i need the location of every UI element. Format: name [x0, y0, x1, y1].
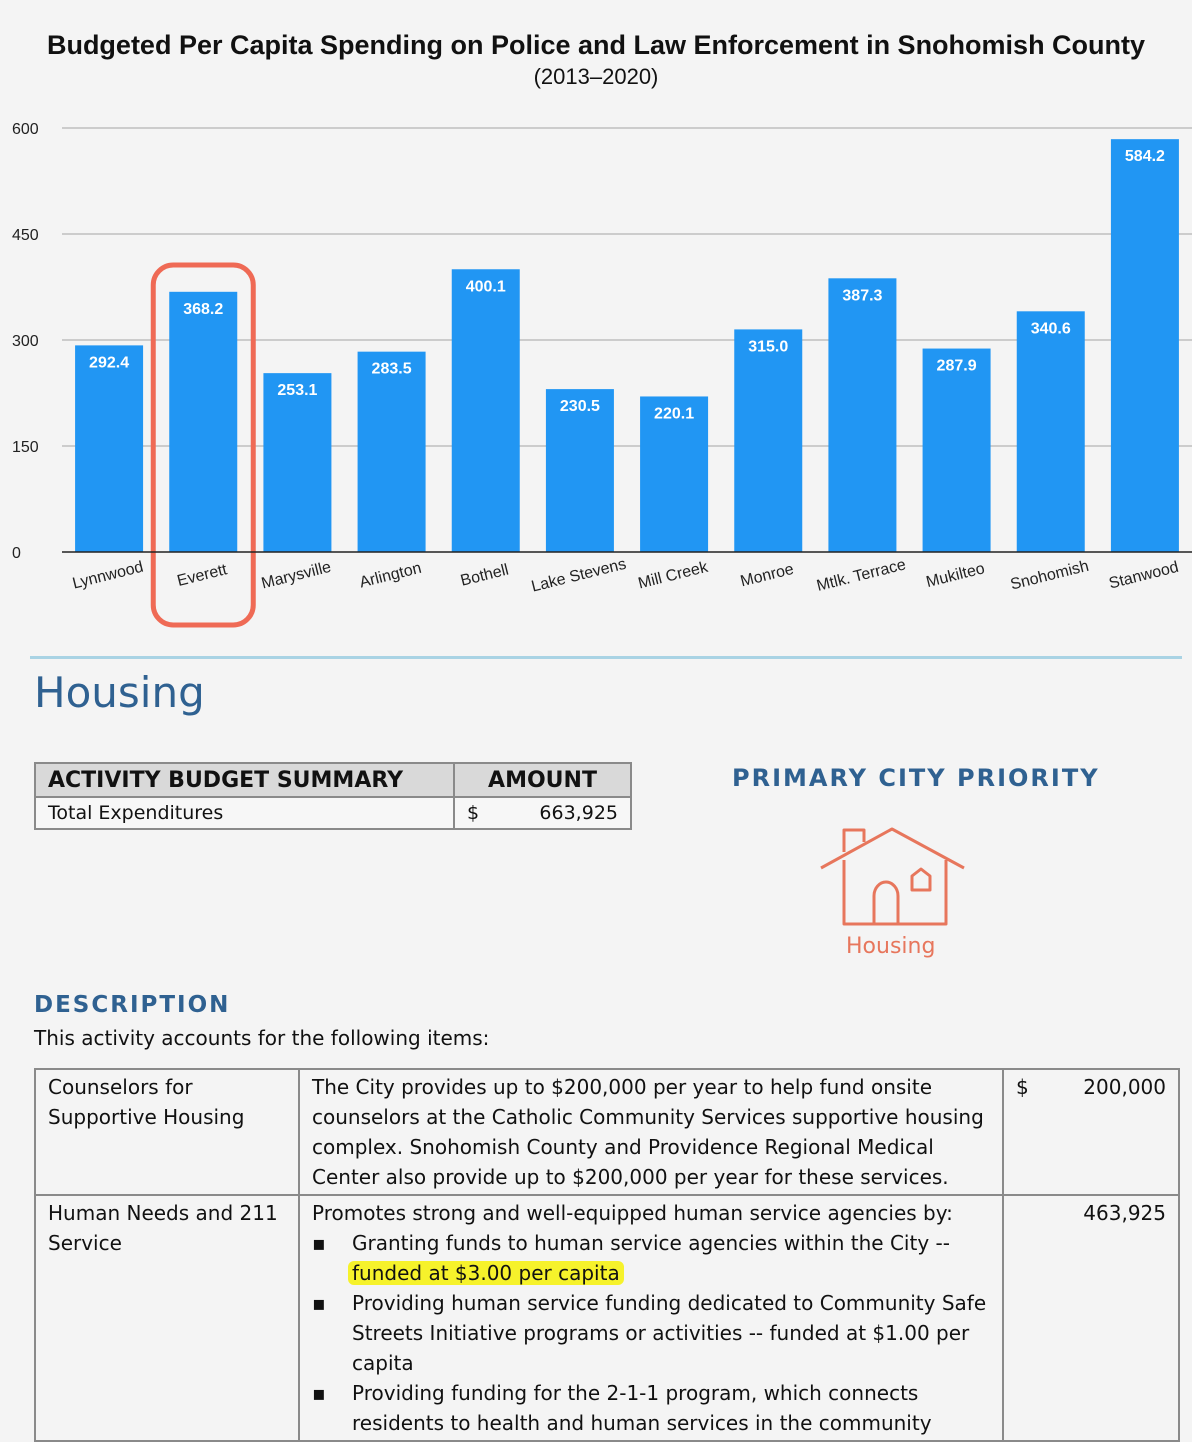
priority-heading: PRIMARY CITY PRIORITY — [732, 764, 1100, 792]
list-item — [312, 1228, 990, 1288]
bar-value-label: 287.9 — [936, 357, 977, 375]
item-amount — [1003, 1069, 1179, 1195]
section-title: Housing — [34, 668, 205, 717]
x-tick-label: Mukilteo — [924, 560, 987, 592]
bar-value-label: 253.1 — [277, 382, 318, 400]
item-name: Human Needs and 211 Service — [35, 1195, 299, 1441]
bar-value-label: 283.5 — [371, 360, 412, 378]
chart-subtitle: (2013–2020) — [533, 64, 659, 89]
bullet-text: Granting funds to human service agencies within the City -- — [352, 1231, 950, 1255]
bar-value-label: 368.2 — [183, 300, 224, 318]
bar — [828, 278, 896, 552]
x-tick-label: Bothell — [458, 561, 511, 590]
amount-value: 200,000 — [1083, 1075, 1166, 1099]
bar — [169, 292, 237, 552]
bar — [734, 329, 802, 552]
x-tick-label: Everett — [175, 561, 229, 591]
chart-title: Budgeted Per Capita Spending on Police and Law Enforcement in Snohomish County — [46, 30, 1146, 60]
x-tick-label: Lynnwood — [70, 558, 146, 593]
bar-value-label: 315.0 — [748, 338, 789, 356]
description-heading: DESCRIPTION — [34, 992, 231, 1018]
bar-chart — [0, 0, 1192, 650]
bar — [1017, 311, 1085, 552]
x-tick-label: Mtlk. Terrace — [814, 556, 908, 595]
item-description: The City provides up to $200,000 per year to help fund onsite counselors at the Catholic Community Services supportive housing complex. Snohomish County and Providence Regional Medical Center also provide up to $200,000 per year for these services. — [299, 1069, 1003, 1195]
bar-value-label: 584.2 — [1124, 148, 1165, 166]
bar — [923, 349, 991, 552]
table-row — [35, 1069, 1179, 1195]
x-tick-label: Lake Stevens — [529, 555, 628, 596]
bar — [1111, 139, 1179, 552]
bar-value-label: 387.3 — [842, 287, 883, 305]
priority-label: Housing — [846, 934, 936, 959]
y-tick-label: 450 — [12, 227, 39, 244]
y-tick-label: 300 — [12, 333, 39, 350]
y-tick-label: 600 — [12, 121, 39, 138]
y-tick-label: 150 — [12, 439, 39, 456]
bar — [75, 345, 143, 552]
budget-summary-table — [34, 762, 632, 830]
item-amount: 463,925 — [1003, 1195, 1179, 1441]
currency-symbol: $ — [1016, 1075, 1029, 1099]
x-tick-label: Marysville — [259, 558, 333, 593]
x-tick-label: Mill Creek — [636, 558, 710, 593]
x-tick-label: Monroe — [738, 560, 796, 591]
item-description-lead: Promotes strong and well-equipped human service agencies by: — [312, 1201, 953, 1225]
item-description — [299, 1195, 1003, 1441]
items-table — [34, 1068, 1180, 1442]
house-icon — [818, 822, 968, 930]
section-divider — [30, 656, 1182, 659]
bar-value-label: 400.1 — [465, 278, 506, 296]
description-intro: This activity accounts for the following items: — [34, 1026, 490, 1050]
bar — [452, 269, 520, 552]
bar — [358, 352, 426, 552]
bar-value-label: 292.4 — [89, 354, 130, 372]
list-item: ▪ Providing human service funding dedicated to Community Safe Streets Initiative programs or activities -- funded at $1.00 per capita — [312, 1288, 990, 1378]
bullet-list — [312, 1228, 990, 1438]
amount-value: 663,925 — [539, 802, 618, 824]
summary-header-amount: AMOUNT — [454, 763, 631, 797]
bar-value-label: 230.5 — [559, 398, 600, 416]
currency-symbol: $ — [467, 802, 480, 824]
summary-row-label: Total Expenditures — [35, 797, 454, 829]
bar — [263, 373, 331, 552]
summary-row-amount — [454, 797, 631, 829]
y-tick-label: 0 — [12, 545, 21, 562]
list-item: ▪ Providing funding for the 2-1-1 program, which connects residents to health and human services in the community — [312, 1378, 990, 1438]
bar-value-label: 340.6 — [1030, 320, 1071, 338]
summary-header-activity: ACTIVITY BUDGET SUMMARY — [35, 763, 454, 797]
table-row — [35, 1195, 1179, 1441]
highlighted-text: funded at $3.00 per capita — [348, 1261, 624, 1285]
item-name: Counselors for Supportive Housing — [35, 1069, 299, 1195]
x-tick-label: Arlington — [357, 559, 424, 592]
bar-value-label: 220.1 — [654, 405, 695, 423]
x-tick-label: Snohomish — [1008, 557, 1091, 594]
x-tick-label: Stanwood — [1107, 558, 1181, 593]
